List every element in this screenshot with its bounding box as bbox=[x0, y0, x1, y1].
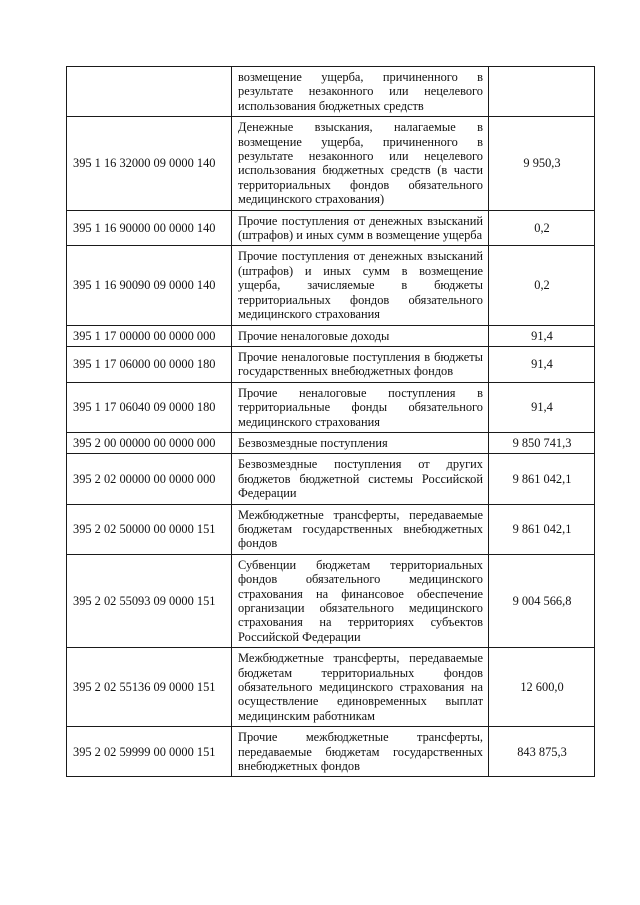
budget-revenue-table bbox=[66, 66, 595, 777]
amount-cell: 0,2 bbox=[489, 210, 595, 246]
amount-cell: 91,4 bbox=[489, 382, 595, 432]
budget-code-cell: 395 2 02 00000 00 0000 000 bbox=[67, 454, 232, 504]
table-row bbox=[67, 504, 595, 554]
budget-code-cell: 395 1 16 32000 09 0000 140 bbox=[67, 117, 232, 210]
revenue-name-cell: Прочие неналоговые поступления в бюджеты государственных внебюджетных фондов bbox=[232, 346, 489, 382]
amount-cell: 9 850 741,3 bbox=[489, 432, 595, 453]
revenue-name-cell: Межбюджетные трансферты, передаваемые бюджетам территориальных фондов обязательного медицинского страхования на осуществление единовременных выплат медицинским работникам bbox=[232, 648, 489, 727]
table-row bbox=[67, 346, 595, 382]
budget-code-cell: 395 2 02 55136 09 0000 151 bbox=[67, 648, 232, 727]
amount-cell: 12 600,0 bbox=[489, 648, 595, 727]
amount-cell: 9 004 566,8 bbox=[489, 554, 595, 647]
table-row bbox=[67, 554, 595, 647]
table-row bbox=[67, 117, 595, 210]
table-row bbox=[67, 432, 595, 453]
amount-cell: 91,4 bbox=[489, 346, 595, 382]
revenue-name-cell: Денежные взыскания, налагаемые в возмещение ущерба, причиненного в результате незаконного или нецелевого использования бюджетных средств (в части территориальных фондов обязательного медицинского страхования) bbox=[232, 117, 489, 210]
budget-code-cell: 395 2 02 55093 09 0000 151 bbox=[67, 554, 232, 647]
revenue-name-cell: Прочие неналоговые доходы bbox=[232, 325, 489, 346]
amount-cell: 9 861 042,1 bbox=[489, 454, 595, 504]
budget-code-cell: 395 1 17 00000 00 0000 000 bbox=[67, 325, 232, 346]
revenue-name-cell: Прочие межбюджетные трансферты, передаваемые бюджетам государственных внебюджетных фондов bbox=[232, 727, 489, 777]
table-row bbox=[67, 648, 595, 727]
amount-cell: 91,4 bbox=[489, 325, 595, 346]
table-row bbox=[67, 382, 595, 432]
budget-code-cell: 395 1 16 90090 09 0000 140 bbox=[67, 246, 232, 325]
budget-code-cell bbox=[67, 67, 232, 117]
table-row bbox=[67, 454, 595, 504]
revenue-name-cell: Межбюджетные трансферты, передаваемые бюджетам государственных внебюджетных фондов bbox=[232, 504, 489, 554]
budget-code-cell: 395 2 02 59999 00 0000 151 bbox=[67, 727, 232, 777]
table-row bbox=[67, 325, 595, 346]
revenue-name-cell: Прочие поступления от денежных взысканий (штрафов) и иных сумм в возмещение ущерба bbox=[232, 210, 489, 246]
budget-code-cell: 395 2 00 00000 00 0000 000 bbox=[67, 432, 232, 453]
table-row bbox=[67, 210, 595, 246]
table-row bbox=[67, 246, 595, 325]
table-row bbox=[67, 67, 595, 117]
revenue-name-cell: Безвозмездные поступления bbox=[232, 432, 489, 453]
amount-cell: 0,2 bbox=[489, 246, 595, 325]
revenue-name-cell: Прочие поступления от денежных взысканий (штрафов) и иных сумм в возмещение ущерба, зачисляемые в бюджеты территориальных фондов обязательного медицинского страхования bbox=[232, 246, 489, 325]
budget-code-cell: 395 1 17 06000 00 0000 180 bbox=[67, 346, 232, 382]
revenue-name-cell: Субвенции бюджетам территориальных фондов обязательного медицинского страхования на финансовое обеспечение организации обязательного медицинского страхования на территориях субъектов Российской Федерации bbox=[232, 554, 489, 647]
amount-cell: 9 950,3 bbox=[489, 117, 595, 210]
amount-cell: 9 861 042,1 bbox=[489, 504, 595, 554]
table-row bbox=[67, 727, 595, 777]
revenue-name-cell: Безвозмездные поступления от других бюджетов бюджетной системы Российской Федерации bbox=[232, 454, 489, 504]
budget-code-cell: 395 2 02 50000 00 0000 151 bbox=[67, 504, 232, 554]
amount-cell: 843 875,3 bbox=[489, 727, 595, 777]
budget-code-cell: 395 1 16 90000 00 0000 140 bbox=[67, 210, 232, 246]
budget-code-cell: 395 1 17 06040 09 0000 180 bbox=[67, 382, 232, 432]
revenue-name-cell: возмещение ущерба, причиненного в результате незаконного или нецелевого использования бюджетных средств bbox=[232, 67, 489, 117]
amount-cell bbox=[489, 67, 595, 117]
revenue-name-cell: Прочие неналоговые поступления в территориальные фонды обязательного медицинского страхования bbox=[232, 382, 489, 432]
